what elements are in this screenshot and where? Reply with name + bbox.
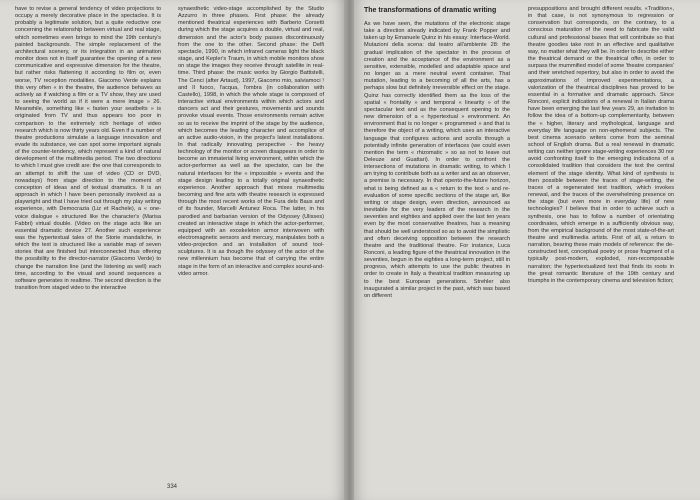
right-column-1 <box>364 6 510 300</box>
left-column-2 <box>178 6 324 278</box>
left-page <box>0 0 346 500</box>
right-page <box>354 0 700 500</box>
body-text: have to revise a general tendency of video projections to occupy a merely decorative place in the spectacles. It is probably a legitimate solution, but a quite reductive one concerning the relationship between virtual and real stage, which sometimes even brings to mind the 19th century's painted backgrounds. The simple replacement of the architectural scenery, or its integration in an animation monitor does not in itself guarantee the opening of a new communicative and expressive dimension for the theatre, but rather risks flattening it according to film or, even worse, TV reception modalities. Giacomo Verde explains this very often « in the theatre, the audience behaves as actively as if watching a film or a TV show, they are used to seeing the world as if it were a mere image » 26. Meanwhile, something like « fasten your seatbelts » is originated from TV and thus appears too poor in comparison to the extremely rich heritage of video research which is now thirty years old. Even if a number of theatre productions simulate a language innovation and evade its substance, we can spot some important signals of the counter-tendency, which represent a kind of natural development of the multimedia period. The two directions to which I must give credit are: the one that corresponds to an attempt to shift the use of video (CD or DVD, nowadays) from stage direction to the moment of conception of ideas and of textual dramatics. It is an approach in which I have been personally involved as a playwright and that I have tried out through my play writing experience, with Democrazia (Liz et Rachele), a « one-voice dialogue » structured like the character's (Marisa Fabbri) virtual double. (Video on the stage acts like an essential dramatic device 27. Another such experience was the hypertextual tales of the Storie mandaliche, in which the text is structured like a variable map of seven stories that are finished but interconnected thus offering the possibility to the director-narrator (Giacomo Verde) to change the narration line (and the listening as well) each time, according to the visual and sound sequences a software generates in realtime. The second direction is the transition from staged video to the interactive <box>15 6 161 292</box>
page-number: 334 <box>167 484 178 490</box>
body-text: As we have seen, the mutations of the electronic stage take a direction already indicated by Frank Popper and taken up by Emanuele Quinz in his essay: Interface-World. Mutazioni della scena: dal teatro all'ambiente 28: the gradual implication of the spectator in the process of creation and the acceptance of the environment as a sensitive, extensible, modelled and adaptable space and no longer as a mere neutral event container. That mutation, leading to a becoming of all the arts, has a perhaps slow but definitely irreversible effect on the stage. Quinz has correctly identified them as the loss of the spatial « frontality » and temporal « linearity » of the spectacular text and as the consequent opening to the new dimension of a « hypertextual » environment. An environment that is no longer « programmed » and that is therefore the object of a writing, which uses an interactive language that configures actions and scrolls through a potentially infinite generation of interfaces (we could even mention the term « rhizomatic » so as not to leave out Deleuze and Guattari). In order to confront the intersections of mutations in dramatic writing, to which I am trying to contribute both as a writer and as an observer, a premise is necessary. In that opento-the-future horizon, what is being defined as a « return to the text » and re-evaluation of some specific sections of the stage art, like writing or stage design, even direction, announced as inevitable for the very leaders of the research in the seventies and eighties and applied over the last ten years even by the most conservative theatres, has a meaning that should be well understood so as to avoid the simplistic and often deceiving opposition between the research theatre and the traditional theatre. For instance, Luca Ronconi, a leading figure of the theatrical innovation in the seventies, begun in the eighties a long-term project, still in progress, which attempts to use the public theatres in order to create in Italy a theatrical tradition measuring up to the best European generations. Strehler also inaugurated a similar project in the past, which was based on different <box>364 21 510 299</box>
left-column-1 <box>15 6 161 292</box>
body-text: presuppositions and brought different results. «Tradition», in that case, is not synonymous to regression or conservation but corresponds, on the contrary, to a conscious maturation of the need to fabricate the valid cultural and professional bases that will contribute so that theatre goodies take root in an effective and qualitative way, no matter what they will be. In order to describe either the theatrical demand or the theatrical offer, in order to surpass the mummified model of some 'theatre companies' and their wretched repertory, but also in order to avoid the approximations of improved experimentations, a valorization of the theatrical disciplines has proved to be essential in a formative and dramatic approach. Since Ronconi, explicit indications of a renewal in Italian drama have been emerging the last few years 29, an invitation to follow the idea of a bottom-up complementarity, between the « higher, literary and mythological, language and everyday life language on non-ephemeral subjects. The best cinema scenario writers come from the seminal school of English drama. But a real renewal in dramatic writing can neither ignore stage-writing experiences 30 nor avoid confronting itself to the emerging indications of a consolidated tradition that considers the text the central element of the stage identity. What kind of synthesis is then possible between the traces of stage-writing, the traces of a regenerated text tradition, which invokes renewal, and the traces of the overwhelming presence on the stage (but even more in everyday life) of new technologies? I believe that in order to achieve such a synthesis, one has to follow a number of orientating coordinates, which emerge in a sufficiently obvious way, from the empirical background of the most state-of-the-art theatre and multimedia artists. First of all, a return to narration, bearing these main models of reference: the de-constructed text, conceptual poetry or prose fragment of a typically post-modern, exploded, non-recomposable narration; the hypertextualized text that finds its roots in the great romantic literature of the 19th century and triumphs in the contemporary cinema and television fiction; <box>528 6 674 284</box>
section-heading: The transformations of dramatic writing <box>364 7 497 14</box>
right-column-2 <box>528 6 674 285</box>
body-text: synaesthetic video-stage accomplished by the Studio Azzurro in three phases. First phase: the already mentioned theatrical experiences with Barberio Corsetti during which the stage acquires a double, virtual and real, dimension and the actor's body passes discontinuously from the one to the other. Second phase: the Delfi spectacle, 1990, in which infrared cameras light the black stage, and Kepler's Traum, in which mobile monitors show on stage the images they receive through satellite in real-time. Third phase: the music works by Giorgio Battistelli, The Cenci (after Artaud), 1997, Giacomo mio, salviamoci ! and Il fuoco, l'acqua, l'ombra (in collaboration with Castello), 1998, in which the whole stage is composed of interactive virtual environments within which actors and dancers act and their gestures, movements and sounds provoke visual events. Those environments remain active so as to receive the imprint of the stage by the audience, which becomes the leading character and accomplice of an active audio-vision, in the project's latest installations. In that radically innovating perspective - the heavy technology of the monitor or screen disappears in order to become an immaterial living environment, within which the actor-performer as well as the spectator, can be the natural interfaces for the « impossible » events and the stage design leading to a totally original synaesthetic experience. Another approach that mixes multimedia becoming and fine arts with theatre research is expressed through the most recent works of the Fura dels Baus and of its founder, Marcelli Antunez Roca. The latter, in his parodied and barbarian version of the Odyssey (Ulisses) created an interactive stage in which the actor-performer, equipped with an exoskeleton armor interwoven with electromagnetic sensors and mercury, manipulates both a video-projection and an installation of sound tool-sculptures. It is as though the odyssey of the actor of the new millennium has become that of carrying the entire stage in the form of an interactive and complex sound-and-video armor. <box>178 6 324 277</box>
